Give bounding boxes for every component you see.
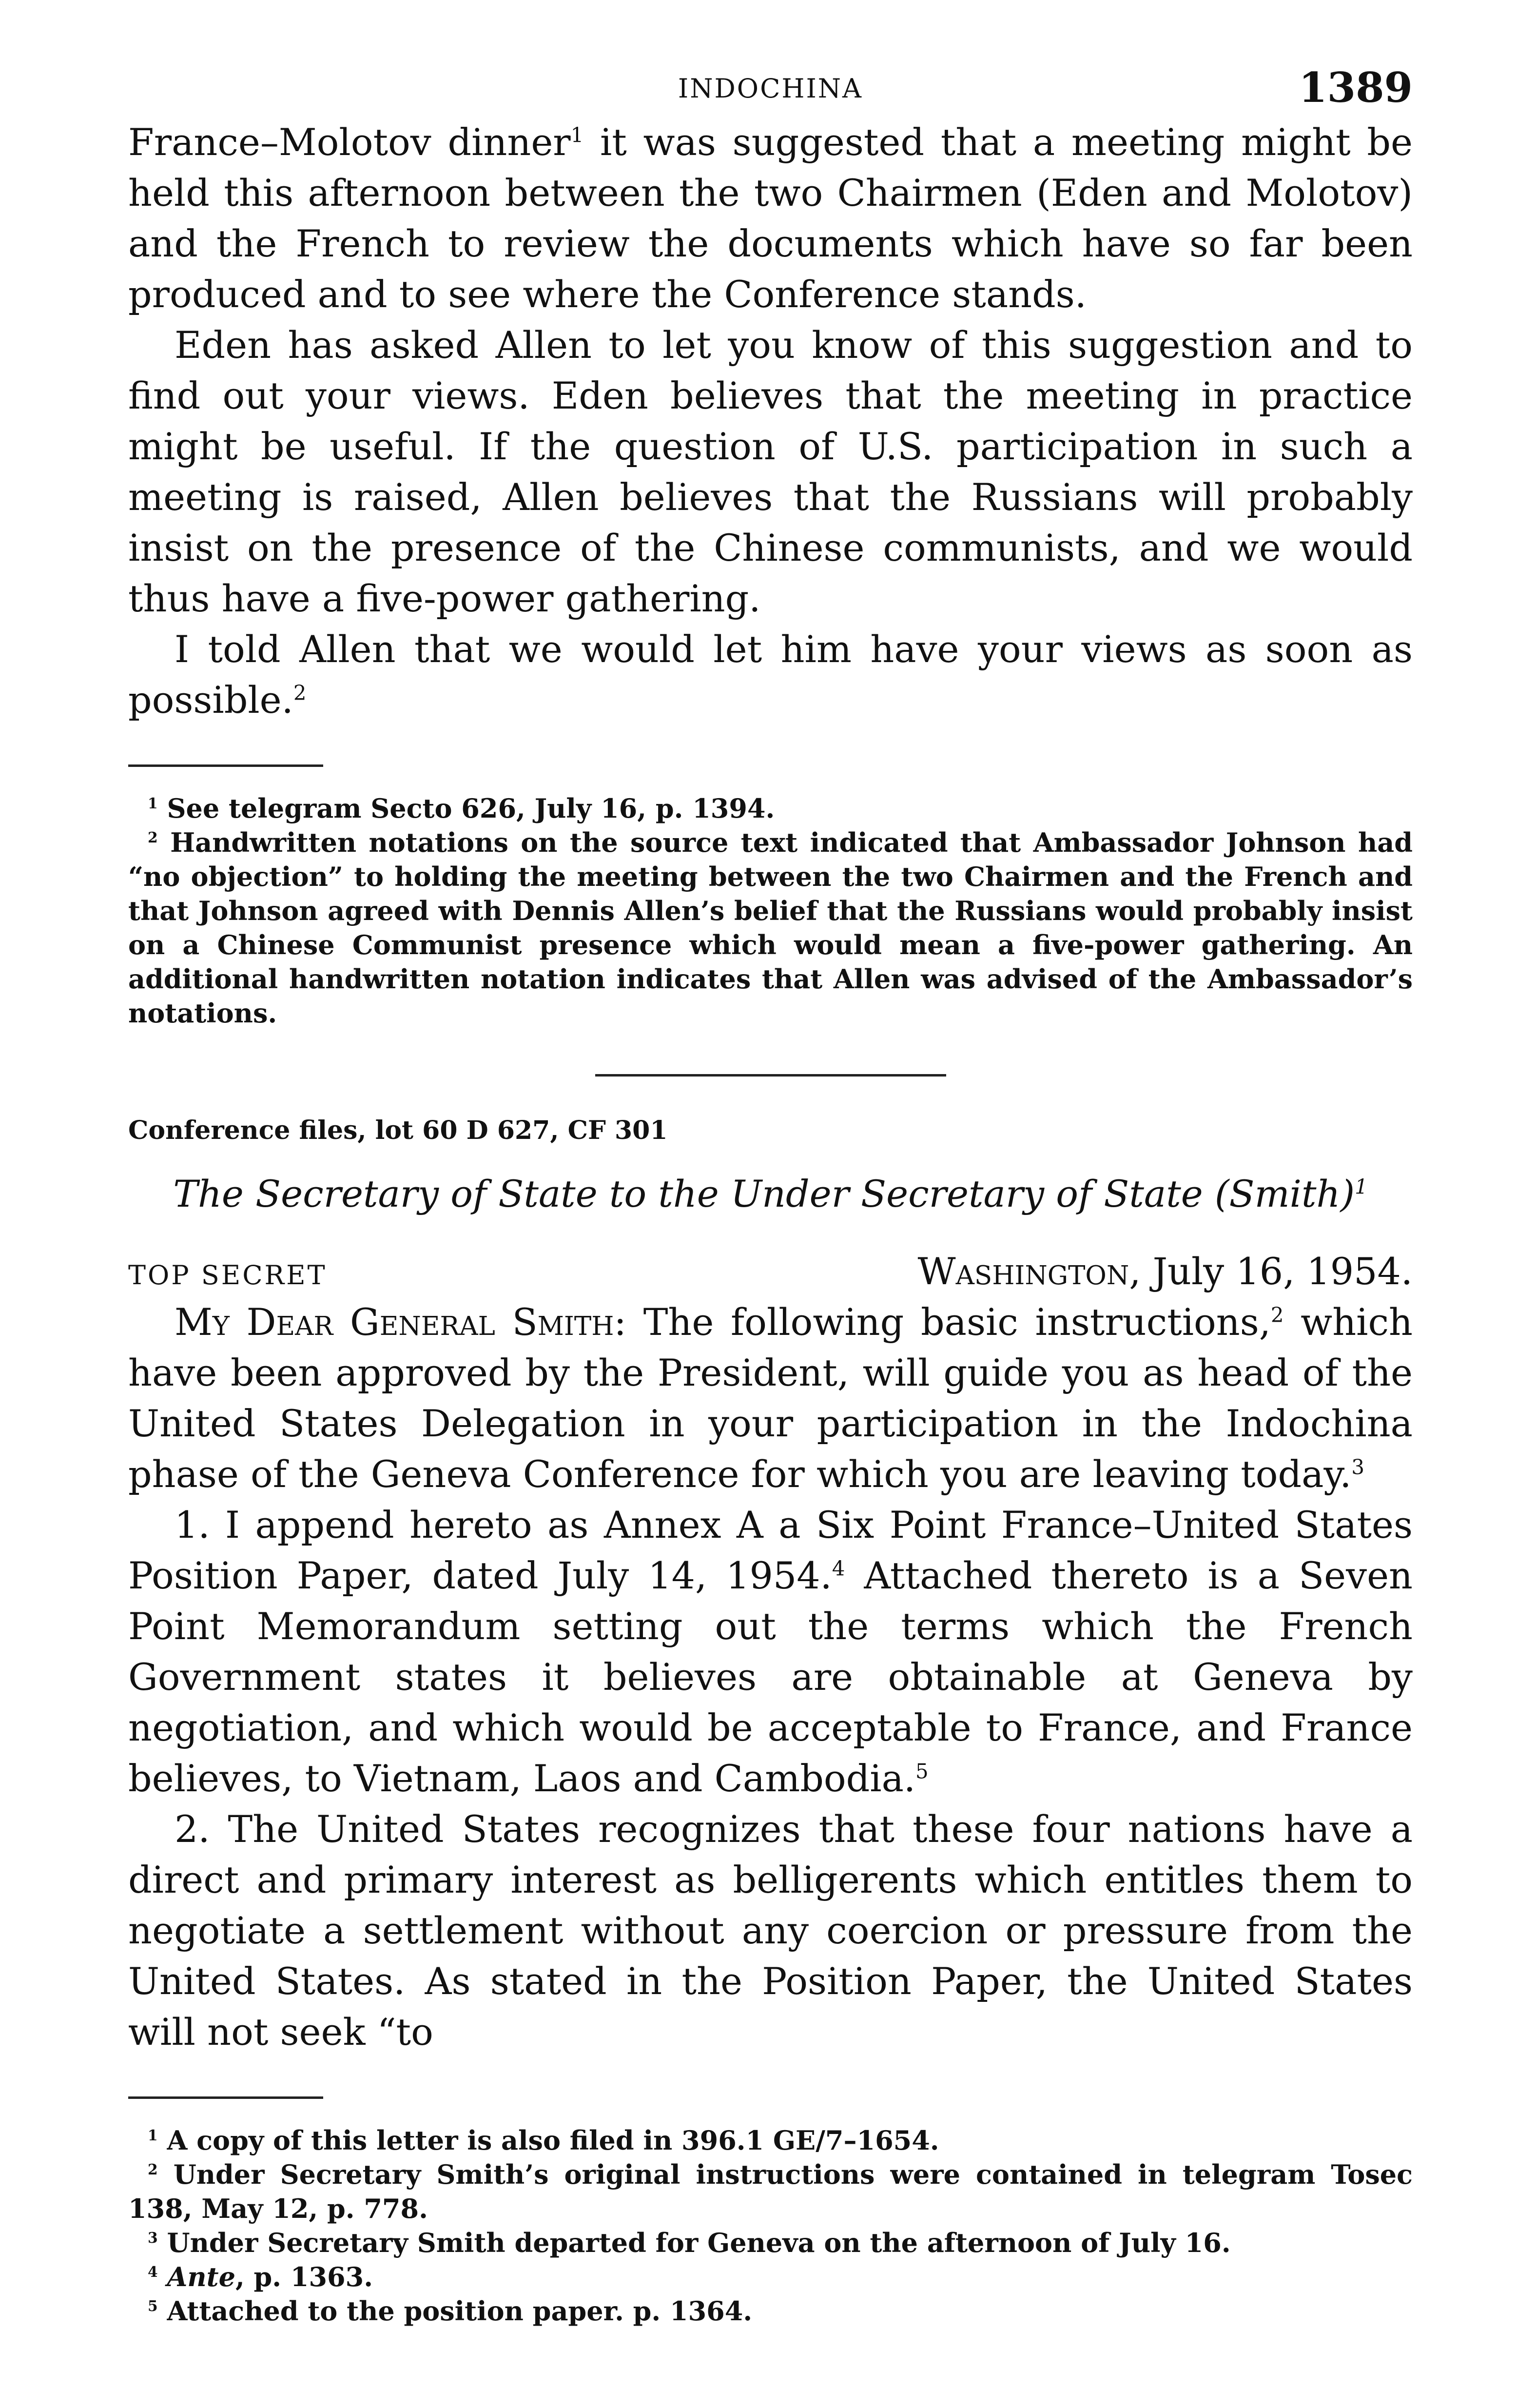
footnote-divider [128, 2096, 323, 2099]
footnote: $^2$ Under Secretary Smith’s original instructions were contained in telegram Tosec 138, May 12, p. 778. [128, 2159, 1413, 2224]
source-citation: Conference files, lot 60 D 627, CF 301 [128, 1116, 668, 1145]
section-divider [595, 1074, 946, 1077]
continuation-paragraph-3: I told Allen that we would let him have your views as soon as possible.$^2$ [128, 627, 1413, 722]
footnote-ref: 1 [570, 123, 584, 147]
letter-paragraph-3: 2. The United States recognizes that these four nations have a direct and primary interest as belligerents which entitles them to negotiate a settlement without any coercion or pressure from the United States. As stated in the Position Paper, the United States will not seek “to [128, 1807, 1413, 2054]
document-page [128, 63, 1413, 2328]
footnotes-bottom [128, 2123, 1413, 2328]
footnote: $^1$ A copy of this letter is also filed in 396.1 GE/7–1654. [148, 2125, 939, 2156]
dateline: Washington, July 16, 1954. [917, 1250, 1413, 1293]
footnote: $^2$ Handwritten notations on the source text indicated that Ambassador Johnson had “no objection” to holding the meeting between the two Chairmen and the French and that Johnson agreed with Dennis Allen’s belief that the Russians would probably insist on a Chinese Communist presence which would mean a five-power gathering. An additional handwritten notation indicates that Allen was advised of the Ambassador’s notations. [128, 827, 1413, 1029]
running-title: INDOCHINA [678, 73, 863, 104]
footnote: $^5$ Attached to the position paper. p. 1364. [148, 2295, 753, 2327]
footnote-ref: 3 [1351, 1455, 1365, 1479]
footnote-ref: 4 [832, 1556, 845, 1581]
footnotes-top [128, 791, 1413, 1030]
page-number: 1389 [1299, 63, 1413, 112]
document-title: The Secretary of State to the Under Secretary of State (Smith)$^1$ [173, 1172, 1368, 1215]
footnote: $^3$ Under Secretary Smith departed for Geneva on the afternoon of July 16. [148, 2227, 1231, 2258]
letter-paragraph-2: 1. I append hereto as Annex A a Six Point France–United States Position Paper, dated July 14, 1954.$^4$ Attached thereto is a Seven Point Memorandum setting out the terms which the French Government states it believes are obtainable at Geneva by negotiation, and which would be acceptable to France, and France believes, to Vietnam, Laos and Cambodia.$^5$ [128, 1503, 1413, 1800]
footnote-ref: 5 [915, 1759, 929, 1783]
footnote-ref: 2 [293, 681, 307, 705]
continuation-paragraph-1: France–Molotov dinner$^1$ it was suggested that a meeting might be held this afternoon between the two Chairmen (Eden and Molotov) and the French to review the documents which have so far been produced and to see where the Conference stands. [128, 120, 1413, 316]
footnote-ref: 1 [1355, 1175, 1368, 1199]
footnote: $^1$ See telegram Secto 626, July 16, p. 1394. [148, 793, 775, 824]
footnote-divider [128, 764, 323, 767]
letter-paragraph-1: My Dear General Smith: The following basic instructions,$^2$ which have been approved by the President, will guide you as head of the United States Delegation in your participation in the Indochina phase of the Geneva Conference for which you are leaving today.$^3$ [128, 1300, 1413, 1496]
footnote: $^4$ Ante, p. 1363. [148, 2261, 373, 2292]
continuation-paragraph-2: Eden has asked Allen to let you know of this suggestion and to find out your views. Eden believes that the meeting in practice might be useful. If the question of U.S. participation in such a meeting is raised, Allen believes that the Russians will probably insist on the presence of the Chinese communists, and we would thus have a five-power gathering. [128, 323, 1413, 620]
page-header [128, 63, 1413, 117]
salutation: My Dear General Smith [175, 1300, 614, 1344]
classification-label: TOP SECRET [128, 1260, 327, 1291]
footnote-ref: 2 [1270, 1303, 1284, 1327]
dateline-row [128, 1250, 1413, 1293]
